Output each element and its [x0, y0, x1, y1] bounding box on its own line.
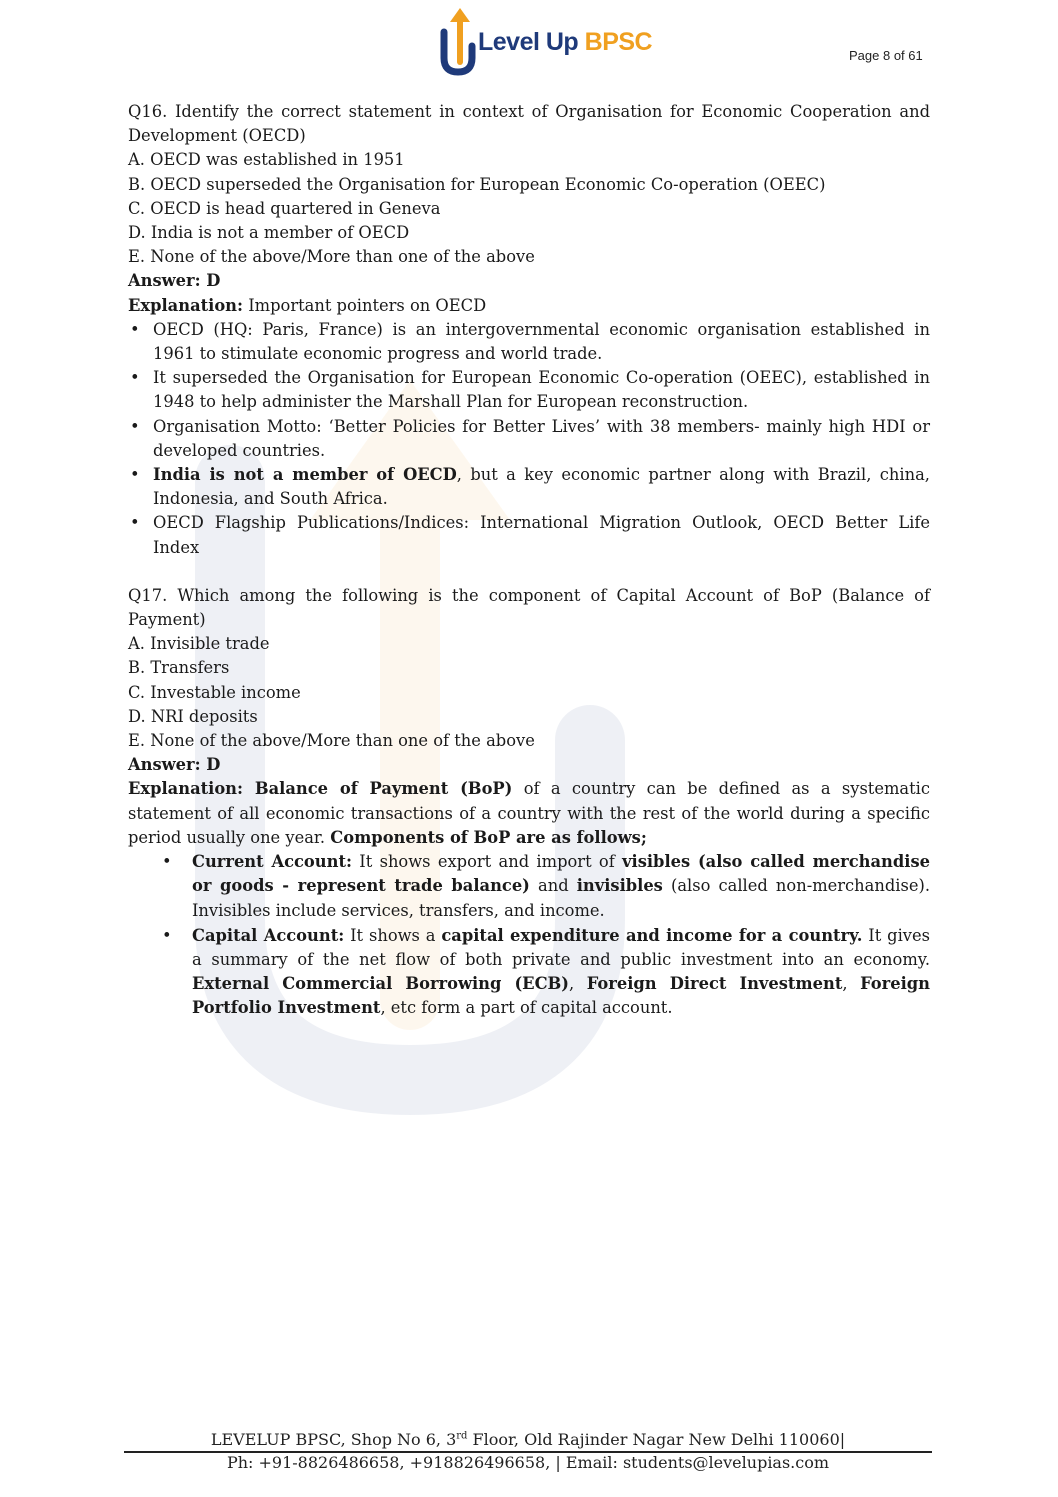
q17-bullet-list [128, 850, 930, 1020]
list-item-text: , but a key economic partner along with Brazil, china, Indonesia, and South Africa. [153, 465, 930, 509]
page-number: Page 8 of 61 [849, 48, 923, 63]
q17-explanation [128, 777, 930, 850]
footer-contact: Ph: +91-8826486658, +918826496658, | Email: students@levelupias.com [226, 1453, 830, 1472]
list-item-capital-account [128, 924, 930, 1021]
q16-bullet-list [128, 318, 930, 560]
capital-account-label: Capital Account: [192, 925, 345, 945]
explanation-label: Explanation: Balance of Payment (BoP) [128, 779, 513, 799]
explanation-label: Explanation: [128, 295, 244, 315]
footer-superscript: rd [456, 1430, 468, 1442]
current-account-label: Current Account: [192, 852, 352, 872]
q17-option: B. Transfers [128, 658, 230, 678]
text-span: It gives a summary of the net flow of both private and public investment into an economy. [192, 925, 930, 969]
q16-answer: Answer: D [128, 271, 221, 291]
bold-span: visibles (also called merchandise or goods - represent trade balance) [192, 852, 930, 896]
q16-option: C. OECD is head quartered in Geneva [128, 198, 441, 218]
q17-option: E. None of the above/More than one of the above [128, 731, 535, 751]
list-item: • It superseded the Organisation for European Economic Co-operation (OEEC), established in 1948 to help administer the Marshall Plan for European reconstruction. [128, 366, 930, 414]
q17-option: D. NRI deposits [128, 706, 258, 726]
q16-option: E. None of the above/More than one of the above [128, 247, 535, 267]
bold-span: Foreign Portfolio Investment [192, 974, 930, 1018]
q16-option: A. OECD was established in 1951 [128, 150, 405, 170]
explanation-bold-end: Components of BoP are as follows; [330, 827, 647, 847]
logo-text-level: Level Up [478, 28, 579, 56]
footer-address-text: LEVELUP BPSC, Shop No 6, 3 [210, 1430, 457, 1449]
footer-address-text: Floor, Old Rajinder Nagar New Delhi 110060| [467, 1430, 846, 1449]
text-span: It shows a [344, 925, 442, 945]
text-span: , etc form a part of capital account. [380, 998, 673, 1018]
list-item [128, 463, 930, 511]
text-span: , [569, 974, 587, 994]
bold-span: External Commercial Borrowing (ECB) [192, 974, 569, 994]
page-content [128, 100, 930, 1022]
list-item: • Organisation Motto: ‘Better Policies for Better Lives’ with 38 members- mainly high HDI or developed countries. [128, 415, 930, 463]
text-span: , [842, 974, 861, 994]
q16-explanation [128, 294, 930, 318]
explanation-text: Important pointers on OECD [243, 295, 487, 315]
explanation-text: of a country can be defined as a systematic statement of all economic transactions of a country with the rest of the world during a specific period usually one year. [128, 779, 930, 847]
q16-option: B. OECD superseded the Organisation for European Economic Co-operation (OEEC) [128, 174, 826, 194]
q16-question: Q16. Identify the correct statement in context of Organisation for Economic Cooperation and Development (OECD) [128, 102, 930, 146]
bold-span: capital expenditure and income for a country. [441, 925, 863, 945]
q16-option: D. India is not a member of OECD [128, 223, 410, 243]
list-item: • OECD Flagship Publications/Indices: International Migration Outlook, OECD Better Life Index [128, 511, 930, 559]
text-span: and [529, 876, 577, 896]
footer-address [124, 1430, 932, 1449]
q17-option: A. Invisible trade [128, 634, 270, 654]
list-item-bold: India is not a member of OECD [153, 465, 457, 485]
bold-span: Foreign Direct Investment [586, 974, 843, 994]
bold-span: invisibles [576, 876, 663, 896]
text-span: It shows export and import of [352, 852, 623, 872]
q17-answer: Answer: D [128, 755, 221, 775]
logo-wordmark [478, 28, 652, 57]
logo-text-bpsc: BPSC [584, 28, 653, 56]
list-item-current-account [128, 850, 930, 923]
list-item: • OECD (HQ: Paris, France) is an intergovernmental economic organisation established in 1961 to stimulate economic progress and world trade. [128, 318, 930, 366]
text-span: (also called non-merchandise). Invisibles include services, transfers, and income. [192, 876, 930, 920]
q17-option: C. Investable income [128, 682, 301, 702]
q17-question: Q17. Which among the following is the component of Capital Account of BoP (Balance of Payment) [128, 585, 930, 630]
